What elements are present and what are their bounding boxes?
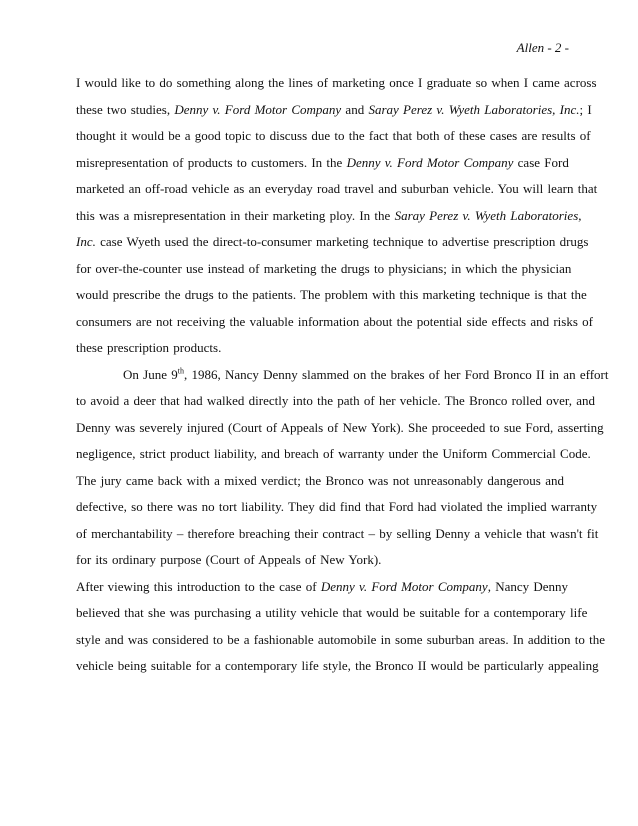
ordinal-superscript: th (177, 366, 184, 376)
p2-line-3: Denny was severely injured (Court of Appeals of New York). She proceeded to sue Ford, asserting (76, 419, 604, 435)
p1-line-9: would prescribe the drugs to the patients. The problem with this marketing technique is that the (76, 287, 587, 302)
p1-line-6: this was a misrepresentation in their marketing ploy. In the Saray Perez v. Wyeth Laboratories, (76, 207, 582, 223)
p2-line-7: of merchantability – therefore breaching their contract – by selling Denny a vehicle that wasn't fit (76, 525, 599, 541)
p1-line-5: marketed an off-road vehicle as an everyday road travel and suburban vehicle. You will learn that (76, 181, 598, 196)
p3-line-3: style and was considered to be a fashionable automobile in some suburban areas. In addition to the (76, 631, 605, 647)
case-name-denny: Denny v. Ford Motor Company (174, 101, 342, 117)
p1-line-8: for over-the-counter use instead of marketing the drugs to physicians; in which the physician (76, 260, 572, 276)
p1-line-4: misrepresentation of products to customers. In the Denny v. Ford Motor Company case Ford (76, 154, 569, 170)
running-head: Allen - 2 - (516, 40, 569, 55)
p2-line-4: negligence, strict product liability, and breach of warranty under the Uniform Commercial Code. (76, 446, 591, 461)
p3-line-4: vehicle being suitable for a contemporary life style, the Bronco II would be particularly appealing (76, 658, 599, 673)
p2-line-1: On June 9th, 1986, Nancy Denny slammed on the brakes of her Ford Bronco II in an effort (123, 366, 609, 382)
p2-line-8: for its ordinary purpose (Court of Appeals of New York). (76, 552, 382, 567)
case-name-perez-inc: Inc. (76, 234, 96, 249)
p1-line-1: I would like to do something along the lines of marketing once I graduate so when I came across (76, 75, 597, 90)
case-name-denny: Denny v. Ford Motor Company (320, 578, 488, 594)
p1-line-2: these two studies, Denny v. Ford Motor Company and Saray Perez v. Wyeth Laboratories, Inc.; I (76, 101, 592, 117)
p2-line-5: The jury came back with a mixed verdict; the Bronco was not unreasonably dangerous and (76, 472, 564, 488)
p1-line-10: consumers are not receiving the valuable information about the potential side effects and risks of (76, 313, 593, 329)
p1-line-3: thought it would be a good topic to discuss due to the fact that both of these cases are results of (76, 128, 591, 143)
p3-line-2: believed that she was purchasing a utility vehicle that would be suitable for a contemporary life (76, 605, 588, 620)
case-name-perez: Saray Perez v. Wyeth Laboratories, (394, 207, 582, 223)
body-text (76, 70, 609, 680)
p2-line-2: to avoid a deer that had walked directly into the path of her vehicle. The Bronco rolled over, and (76, 393, 596, 408)
case-name-perez: Saray Perez v. Wyeth Laboratories, Inc. (368, 101, 580, 117)
p1-line-11: these prescription products. (76, 340, 222, 355)
p3-line-1: After viewing this introduction to the case of Denny v. Ford Motor Company, Nancy Denny (76, 578, 569, 594)
p1-line-7: Inc. case Wyeth used the direct-to-consumer marketing technique to advertise prescription drugs (76, 234, 589, 249)
p2-line-6: defective, so there was no tort liability. They did find that Ford had violated the implied warranty (76, 499, 598, 514)
case-name-denny: Denny v. Ford Motor Company (346, 154, 514, 170)
